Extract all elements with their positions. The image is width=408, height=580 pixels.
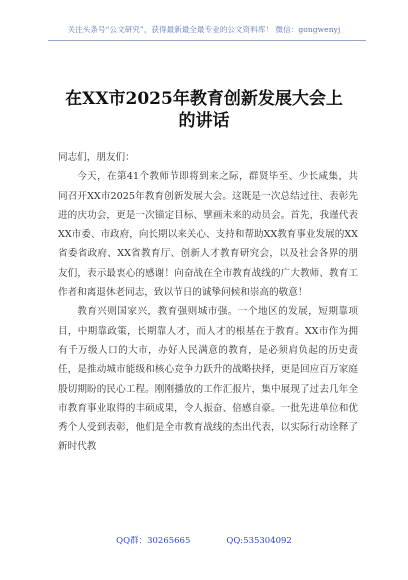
paragraph: 教育兴则国家兴，教育强则城市强。一个地区的发展，短期靠项目，中期靠政策，长期靠人才，而人才的根基在于教育。XX市作为拥有千万级人口的大市，办好人民满意的教育，是必须肩负起的历史责任，是推动城市能级和核心竞争力跃升的战略抉择，更是回应百万家庭殷切期盼的民心工程。刚刚播放的工作汇报片，集中展现了过去几年全市教育事业取得的丰硕成果，令人振奋、倍感自豪。一批先进单位和优秀个人受到表彰，他们是全市教育战线的杰出代表，以实际行动诠释了新时代教 (58, 306, 358, 453)
footer-qq: QQ:535304092 (226, 536, 292, 546)
footer-qq-group: QQ群：30265665 (116, 536, 191, 546)
document-title (40, 88, 368, 132)
document-body (58, 148, 358, 457)
footer-contact (0, 534, 408, 546)
header-banner: 关注头条号“公文研究”，获得最新最全最专业的公文资料库！ 微信：gongwenyj (67, 25, 341, 34)
header-divider (48, 40, 366, 41)
document-title-line-1: 在XX市2025年教育创新发展大会上 (65, 89, 343, 109)
paragraph: 今天，在第41个教师节即将到来之际，群贤毕至、少长咸集，共同召开XX市2025年教育创新发展大会。这既是一次总结过往、表彰先进的庆功会，更是一次锚定目标、擘画未来的动员会。首先，我谨代表XX市委、市政府，向长期以来关心、支持和帮助XX教育事业发展的XX省委省政府、XX省教育厅、创新人才教育研究会，以及社会各界的朋友们，表示最衷心的感谢！向奋战在全市教育战线的广大教师、教育工作者和离退休老同志，致以节日的诚挚问候和崇高的敬意！ (58, 171, 359, 299)
salutation: 同志们，朋友们： (58, 152, 135, 163)
document-title-line-2: 的讲话 (178, 111, 230, 131)
